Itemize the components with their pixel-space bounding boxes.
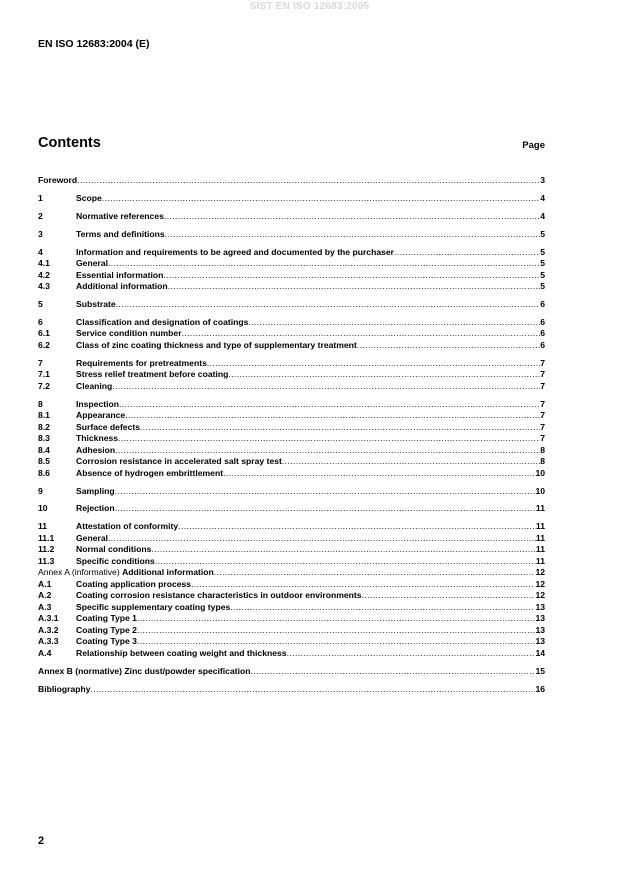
- toc-entry-number: A.3.1: [38, 613, 59, 624]
- dot-leader: [102, 193, 540, 205]
- toc-entry-title: Foreword: [38, 175, 78, 185]
- dot-leader: [140, 422, 540, 434]
- toc-entry-page: 5: [540, 246, 545, 257]
- toc-entry-page: 7: [540, 380, 545, 391]
- toc-entry-title: Classification and designation of coatings: [76, 316, 249, 327]
- dot-leader: [394, 247, 540, 259]
- toc-entry[interactable]: [38, 456, 545, 468]
- toc-entry[interactable]: [38, 648, 545, 660]
- toc-entry-number: 4: [38, 246, 43, 257]
- toc-entry-page: 5: [540, 258, 545, 269]
- dot-leader: [108, 533, 536, 545]
- toc-entry-page: 11: [535, 544, 545, 555]
- dot-leader: [137, 613, 535, 625]
- toc-entry-number: 11.2: [38, 544, 55, 555]
- dot-leader: [357, 340, 540, 352]
- toc-entry-page: 12: [535, 567, 545, 578]
- dot-leader: [165, 229, 541, 241]
- toc-entry-page: 13: [535, 636, 545, 647]
- page-column-label: Page: [522, 140, 545, 151]
- toc-entry[interactable]: [38, 486, 545, 498]
- toc-entry-title: Scope: [76, 192, 102, 203]
- toc-entry-page: 13: [535, 624, 545, 635]
- toc-entry-title: Normative references: [76, 210, 164, 221]
- dot-leader: [151, 544, 535, 556]
- toc-entry-page: 14: [535, 647, 545, 658]
- toc-entry[interactable]: [38, 328, 545, 340]
- toc-entry-title: Rejection: [76, 503, 115, 514]
- toc-entry-page: 4: [540, 210, 545, 221]
- annex-title: Additional information: [122, 567, 214, 578]
- dot-leader: [228, 369, 540, 381]
- dot-leader: [251, 666, 536, 678]
- toc-entry[interactable]: [38, 317, 545, 329]
- dot-leader: [362, 590, 536, 602]
- toc-entry-number: 5: [38, 298, 43, 309]
- toc-entry-number: 4.2: [38, 269, 50, 280]
- dot-leader: [207, 358, 540, 370]
- toc-entry[interactable]: [38, 369, 545, 381]
- toc-entry-page: 16: [535, 683, 545, 694]
- toc-entry-number: 7.2: [38, 380, 50, 391]
- toc-entry-page: 11: [535, 503, 545, 514]
- toc-entry[interactable]: [38, 433, 545, 445]
- toc-entry-page: 11: [535, 555, 545, 566]
- toc-entry-page: 11: [535, 521, 545, 532]
- dot-leader: [137, 625, 535, 637]
- dot-leader: [115, 445, 540, 457]
- toc-entry-number: 1: [38, 192, 43, 203]
- page-number: 2: [38, 835, 45, 847]
- toc-entry-page: 6: [540, 339, 545, 350]
- toc-entry-title: Surface defects: [76, 421, 141, 432]
- dot-leader: [191, 579, 535, 591]
- toc-entry[interactable]: [38, 556, 545, 568]
- toc-entry[interactable]: [38, 503, 545, 515]
- toc-entry-page: 8: [540, 456, 545, 467]
- toc-entry-page: 10: [535, 467, 545, 478]
- toc-entry-title: Information and requirements to be agreed and documented by the purchaser: [76, 246, 395, 257]
- toc-entry-page: 10: [535, 485, 545, 496]
- dot-leader: [282, 456, 540, 468]
- toc-entry-title: Thickness: [76, 433, 119, 444]
- toc-entry-title: Specific supplementary coating types: [76, 601, 231, 612]
- toc-entry-title: Specific conditions: [76, 555, 155, 566]
- toc-entry-page: 6: [540, 316, 545, 327]
- toc-entry[interactable]: [38, 193, 545, 205]
- toc-entry-number: 6: [38, 316, 43, 327]
- toc-entry-number: 6.1: [38, 328, 50, 339]
- toc-entry-page: 7: [540, 369, 545, 380]
- toc-entry-title: Class of zinc coating thickness and type of supplementary treatment: [76, 339, 357, 350]
- toc-entry-number: 8: [38, 398, 43, 409]
- toc-entry-page: 4: [540, 192, 545, 203]
- toc-entry-number: 8.4: [38, 444, 50, 455]
- toc-entry-title: Requirements for pretreatments: [76, 357, 207, 368]
- toc-entry[interactable]: [38, 247, 545, 259]
- dot-leader: [115, 486, 536, 498]
- toc-entry-number: A.2: [38, 590, 52, 601]
- toc-entry-number: 8.3: [38, 433, 50, 444]
- toc-entry[interactable]: [38, 299, 545, 311]
- toc-entry-page: 11: [535, 532, 545, 543]
- toc-entry[interactable]: [38, 270, 545, 282]
- dot-leader: [119, 399, 540, 411]
- toc-entry-title: Inspection: [76, 398, 119, 409]
- toc-entry-number: 4.1: [38, 258, 50, 269]
- toc-entry-title: Annex B (normative) Zinc dust/powder specification: [38, 665, 251, 676]
- dot-leader: [223, 468, 535, 480]
- toc-entry-page: 15: [535, 665, 545, 676]
- toc-entry-number: A.3: [38, 601, 52, 612]
- toc-entry[interactable]: [38, 410, 545, 422]
- toc-entry-number: 11: [38, 521, 48, 532]
- table-of-contents: [38, 175, 545, 695]
- toc-entry-title: Relationship between coating weight and thickness: [76, 647, 287, 658]
- toc-entry[interactable]: [38, 521, 545, 533]
- toc-entry[interactable]: [38, 579, 545, 591]
- toc-entry-page: 7: [540, 433, 545, 444]
- toc-entry-number: A.1: [38, 578, 52, 589]
- dot-leader: [178, 521, 536, 533]
- toc-entry-page: 5: [540, 269, 545, 280]
- toc-entry-number: 10: [38, 503, 48, 514]
- toc-entry-title: General: [76, 532, 109, 543]
- toc-entry-number: 7.1: [38, 369, 50, 380]
- dot-leader: [163, 270, 540, 282]
- toc-entry-title: Absence of hydrogen embrittlement: [76, 467, 224, 478]
- toc-entry-number: 7: [38, 357, 43, 368]
- toc-entry-title: Sampling: [76, 485, 115, 496]
- toc-entry-page: 3: [540, 175, 545, 185]
- toc-entry-number: 6.2: [38, 339, 50, 350]
- toc-entry-number: 8.1: [38, 410, 50, 421]
- toc-entry-title: Terms and definitions: [76, 228, 165, 239]
- toc-entry-title: General: [76, 258, 109, 269]
- toc-entry[interactable]: [38, 399, 545, 411]
- toc-entry-title: Coating Type 2: [76, 624, 137, 635]
- dot-leader: [112, 381, 540, 393]
- toc-entry[interactable]: [38, 175, 545, 187]
- toc-entry-title: Adhesion: [76, 444, 116, 455]
- toc-entry-page: 6: [540, 298, 545, 309]
- toc-entry-number: 8.6: [38, 467, 50, 478]
- toc-entry-number: 11.1: [38, 532, 55, 543]
- toc-entry-number: 3: [38, 228, 43, 239]
- toc-entry-page: 7: [540, 421, 545, 432]
- toc-entry[interactable]: [38, 533, 545, 545]
- toc-entry-page: 13: [535, 601, 545, 612]
- toc-entry-title: Normal conditions: [76, 544, 152, 555]
- toc-entry[interactable]: [38, 422, 545, 434]
- toc-entry-page: 13: [535, 613, 545, 624]
- dot-leader: [230, 602, 535, 614]
- toc-entry-number: 8.2: [38, 421, 50, 432]
- contents-title: Contents: [38, 135, 101, 151]
- toc-entry-page: 7: [540, 410, 545, 421]
- toc-entry-number: 4.3: [38, 281, 50, 292]
- dot-leader: [182, 328, 541, 340]
- toc-entry-title: Appearance: [76, 410, 126, 421]
- toc-entry[interactable]: [38, 684, 545, 696]
- document-id: EN ISO 12683:2004 (E): [38, 38, 150, 50]
- toc-entry-number: 11.3: [38, 555, 55, 566]
- dot-leader: [248, 317, 540, 329]
- toc-entry-title: Service condition number: [76, 328, 182, 339]
- dot-leader: [77, 175, 540, 187]
- dot-leader: [155, 556, 536, 568]
- toc-entry-page: 6: [540, 328, 545, 339]
- toc-entry-page: 8: [540, 444, 545, 455]
- toc-entry-title: Cleaning: [76, 380, 113, 391]
- dot-leader: [137, 636, 535, 648]
- toc-entry-number: A.3.3: [38, 636, 59, 647]
- toc-entry[interactable]: [38, 602, 545, 614]
- toc-entry[interactable]: [38, 211, 545, 223]
- dot-leader: [164, 211, 540, 223]
- toc-entry[interactable]: [38, 468, 545, 480]
- dot-leader: [168, 281, 541, 293]
- toc-entry-number: 2: [38, 210, 43, 221]
- toc-entry[interactable]: [38, 666, 545, 678]
- toc-entry-page: 12: [535, 590, 545, 601]
- toc-entry-number: 9: [38, 485, 43, 496]
- toc-entry-title: Corrosion resistance in accelerated salt spray test: [76, 456, 282, 467]
- toc-entry[interactable]: [38, 258, 545, 270]
- toc-entry-title: [38, 567, 214, 579]
- annex-label: Annex A (informative): [38, 567, 123, 578]
- toc-entry[interactable]: [38, 590, 545, 602]
- toc-entry-title: Coating Type 1: [76, 613, 137, 624]
- toc-entry[interactable]: [38, 613, 545, 625]
- toc-entry[interactable]: [38, 544, 545, 556]
- toc-entry-title: Coating Type 3: [76, 636, 137, 647]
- dot-leader: [214, 567, 536, 579]
- toc-entry[interactable]: [38, 445, 545, 457]
- toc-entry[interactable]: [38, 567, 545, 579]
- dot-leader: [287, 648, 536, 660]
- toc-entry-title: Stress relief treatment before coating: [76, 369, 229, 380]
- toc-entry-page: 5: [540, 281, 545, 292]
- toc-entry-title: Essential information: [76, 269, 164, 280]
- toc-entry[interactable]: [38, 229, 545, 241]
- dot-leader: [118, 433, 540, 445]
- toc-entry[interactable]: [38, 381, 545, 393]
- toc-entry[interactable]: [38, 625, 545, 637]
- dot-leader: [125, 410, 540, 422]
- toc-entry-title: Attestation of conformity: [76, 521, 179, 532]
- toc-entry-title: Additional information: [76, 281, 168, 292]
- toc-entry-title: Coating corrosion resistance characteristics in outdoor environments: [76, 590, 362, 601]
- toc-entry-number: 8.5: [38, 456, 50, 467]
- dot-leader: [115, 503, 536, 515]
- toc-entry-number: A.4: [38, 647, 52, 658]
- dot-leader: [108, 258, 540, 270]
- watermark: SIST EN ISO 12683:2005: [249, 1, 370, 12]
- toc-entry-page: 5: [540, 228, 545, 239]
- toc-entry[interactable]: [38, 281, 545, 293]
- toc-entry[interactable]: [38, 636, 545, 648]
- toc-entry[interactable]: [38, 358, 545, 370]
- toc-entry-page: 7: [540, 357, 545, 368]
- dot-leader: [116, 299, 541, 311]
- toc-entry-page: 12: [535, 578, 545, 589]
- toc-entry-title: Coating application process: [76, 578, 192, 589]
- toc-entry-page: 7: [540, 398, 545, 409]
- toc-entry-title: Bibliography: [38, 683, 91, 694]
- dot-leader: [91, 684, 536, 696]
- toc-entry[interactable]: [38, 340, 545, 352]
- toc-entry-title: Substrate: [76, 298, 116, 309]
- toc-entry-number: A.3.2: [38, 624, 59, 635]
